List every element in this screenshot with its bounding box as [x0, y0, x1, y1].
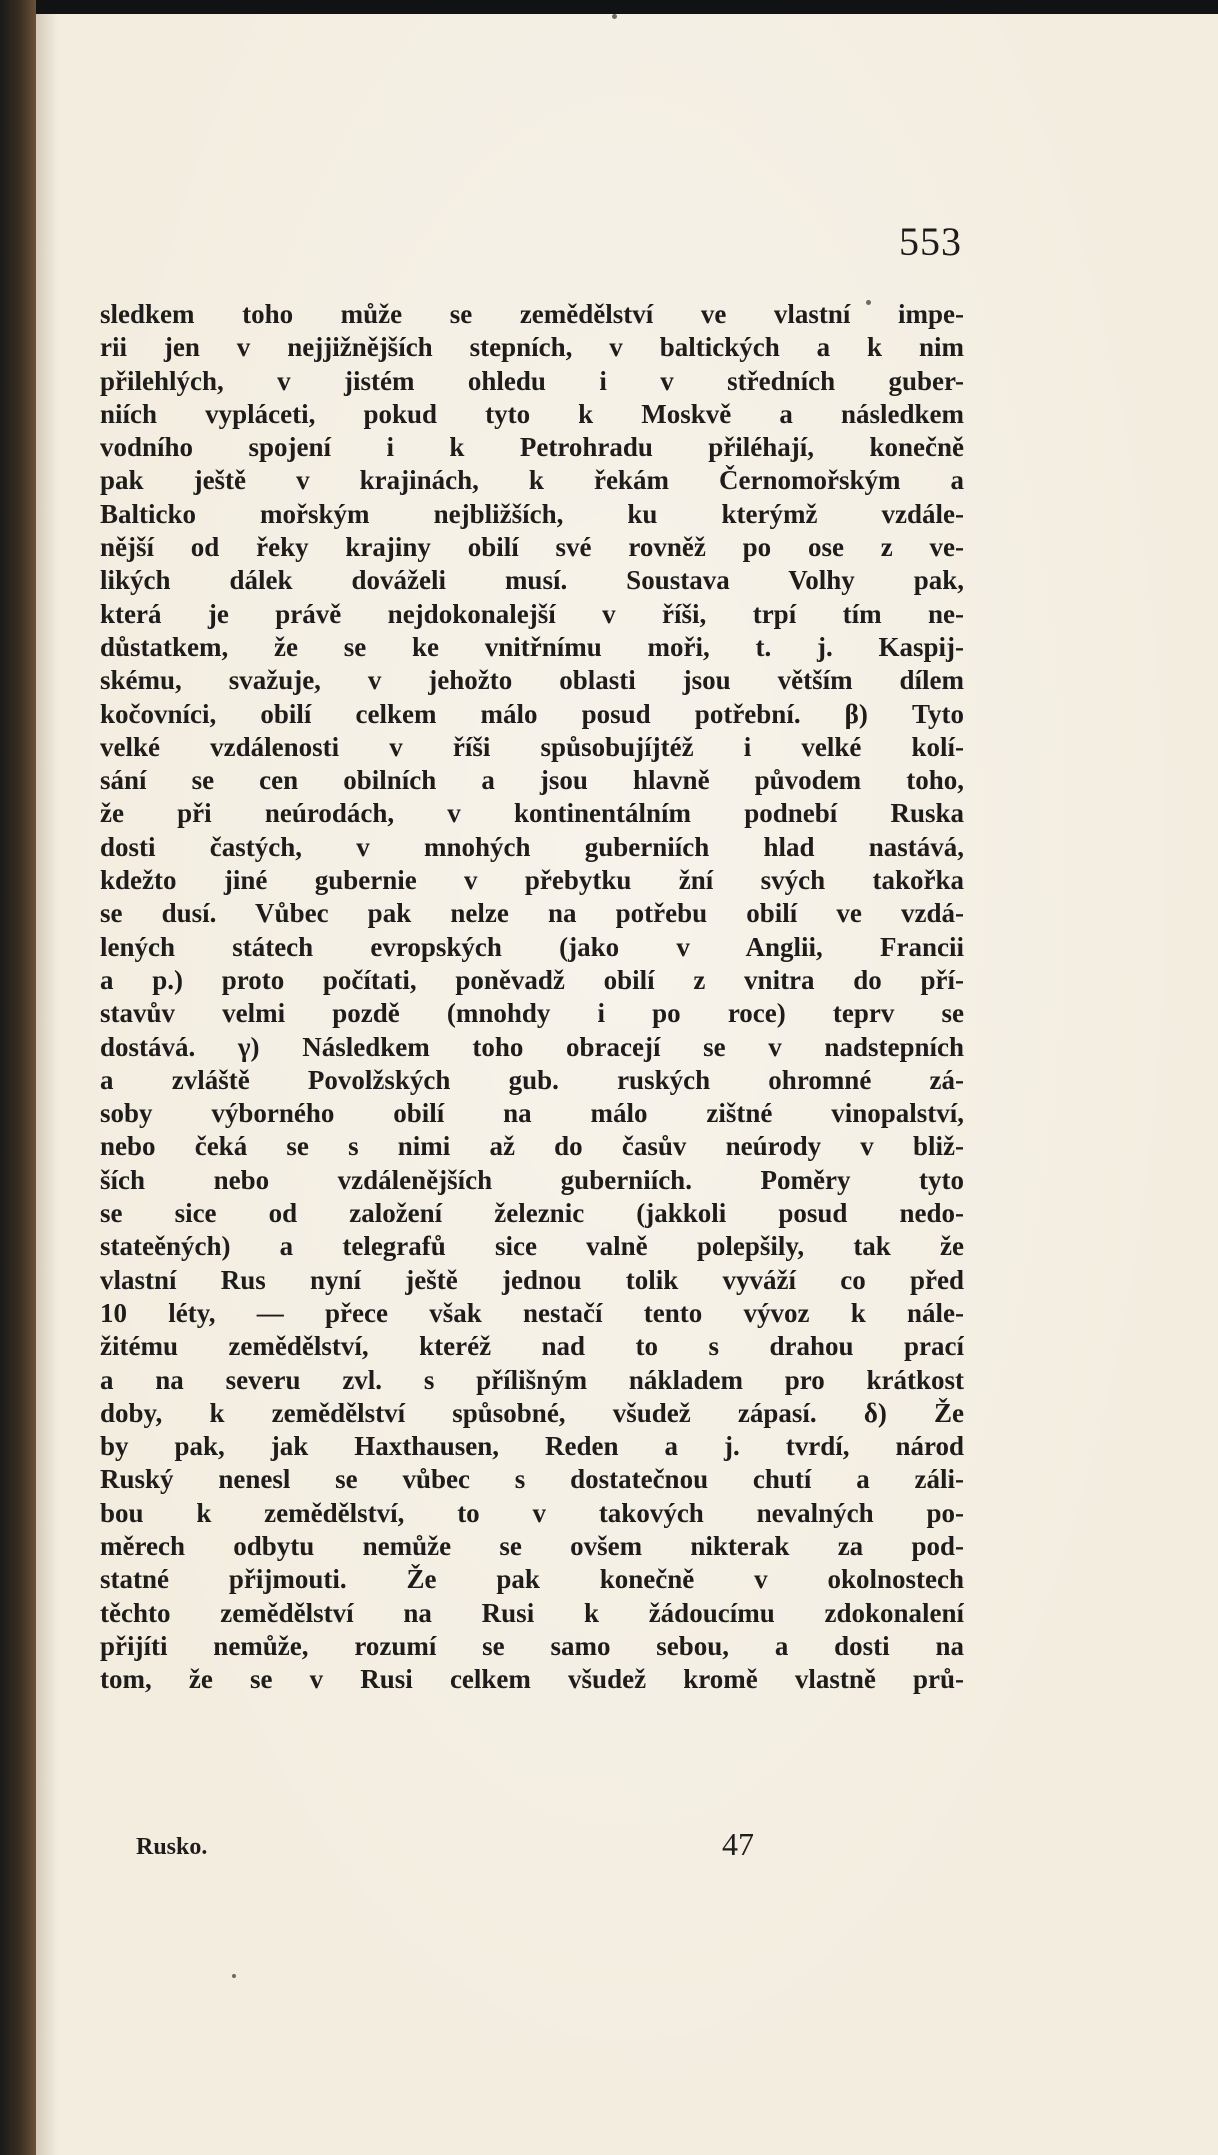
text-line: nější od řeky krajiny obilí své rovněž po ose z ve- — [100, 532, 964, 563]
text-line: dosti častých, v mnohých guberniích hlad nastává, — [100, 831, 964, 862]
text-line: a zvláště Povolžských gub. ruských ohromné zá- — [100, 1064, 964, 1095]
text-line: se dusí. Vůbec pak nelze na potřebu obilí ve vzdá- — [100, 898, 964, 929]
text-line: by pak, jak Haxthausen, Reden a j. tvrdí, národ — [100, 1431, 964, 1462]
text-line: 10 léty, — přece však nestačí tento vývoz k nále- — [100, 1297, 964, 1328]
text-line: pak ještě v krajinách, k řekám Černomořským a — [100, 465, 964, 496]
text-line: kočovníci, obilí celkem málo posud potřební. β) Tyto — [100, 698, 964, 729]
text-line: sledkem toho může se zemědělství ve vlastní impe- — [100, 299, 964, 329]
text-line: vodního spojení i k Petrohradu přiléhají, konečně — [100, 432, 964, 463]
book-spine-edge — [0, 0, 36, 2155]
page-footer — [136, 1826, 964, 1866]
text-line: vlastní Rus nyní ještě jednou tolik vyváží co před — [100, 1264, 964, 1295]
text-line: lených státech evropských (jako v Anglii, Francii — [100, 931, 964, 962]
paper-speck — [612, 14, 617, 19]
text-line: likých dálek dováželi musí. Soustava Volhy pak, — [100, 565, 964, 596]
text-line: skému, svažuje, v jehožto oblasti jsou větším dílem — [100, 665, 964, 696]
text-line: která je právě nejdokonalejší v říši, trpí tím ne- — [100, 598, 964, 629]
text-line: přilehlých, v jistém ohledu i v středních guber- — [100, 365, 964, 396]
text-line: tom, že se v Rusi celkem všudež kromě vlastně prů- — [100, 1664, 964, 1695]
text-line: dostává. γ) Následkem toho obracejí se v nadstepních — [100, 1031, 964, 1062]
text-line: měrech odbytu nemůže se ovšem nikterak za pod- — [100, 1530, 964, 1561]
text-line: že při neúrodách, v kontinentálním podnebí Ruska — [100, 798, 964, 829]
text-line: přijíti nemůže, rozumí se samo sebou, a dosti na — [100, 1630, 964, 1661]
text-line: statné přijmouti. Že pak konečně v okolnostech — [100, 1564, 964, 1595]
text-line: velké vzdálenosti v říši spůsobujíjtéž i velké kolí- — [100, 731, 964, 762]
text-line: kdežto jiné gubernie v přebytku žní svých takořka — [100, 865, 964, 896]
text-line: niích vypláceti, pokud tyto k Moskvě a následkem — [100, 398, 964, 429]
text-line: soby výborného obilí na málo zištné vinopalství, — [100, 1098, 964, 1129]
text-line: a p.) proto počítati, poněvadž obilí z vnitra do pří- — [100, 964, 964, 995]
text-line: a na severu zvl. s přílišným nákladem pro krátkost — [100, 1364, 964, 1395]
page-number: 553 — [899, 219, 962, 264]
body-text — [100, 298, 964, 1696]
text-line: Balticko mořským nejbližších, ku kterýmž vzdále- — [100, 498, 964, 529]
text-line: žitému zemědělství, kteréž nad to s drahou prací — [100, 1331, 964, 1362]
text-line: důstatkem, že se ke vnitřnímu moři, t. j. Kaspij- — [100, 631, 964, 662]
text-line: stavův velmi pozdě (mnohdy i po roce) teprv se — [100, 998, 964, 1029]
text-line: stateěných) a telegrafů sice valně polepšily, tak že — [100, 1231, 964, 1262]
text-line: se sice od založení železnic (jakkoli posud nedo- — [100, 1198, 964, 1229]
text-line: těchto zemědělství na Rusi k žádoucímu zdokonalení — [100, 1597, 964, 1628]
paper-speck — [232, 1974, 236, 1978]
text-line: rii jen v nejjižnějších stepních, v baltických a k nim — [100, 332, 964, 363]
text-line: ších nebo vzdálenějších guberniích. Poměry tyto — [100, 1164, 964, 1195]
text-line: bou k zemědělství, to v takových nevalných po- — [100, 1497, 964, 1528]
footer-sheet-number: 47 — [722, 1826, 754, 1862]
text-line: sání se cen obilních a jsou hlavně původem toho, — [100, 765, 964, 796]
text-line: Ruský nenesl se vůbec s dostatečnou chutí a záli- — [100, 1464, 964, 1495]
footer-signature: Rusko. — [136, 1834, 208, 1860]
text-line: doby, k zemědělství spůsobné, všudež zápasí. δ) Že — [100, 1397, 964, 1428]
text-line: nebo čeká se s nimi až do časův neúrody v bliž- — [100, 1131, 964, 1162]
